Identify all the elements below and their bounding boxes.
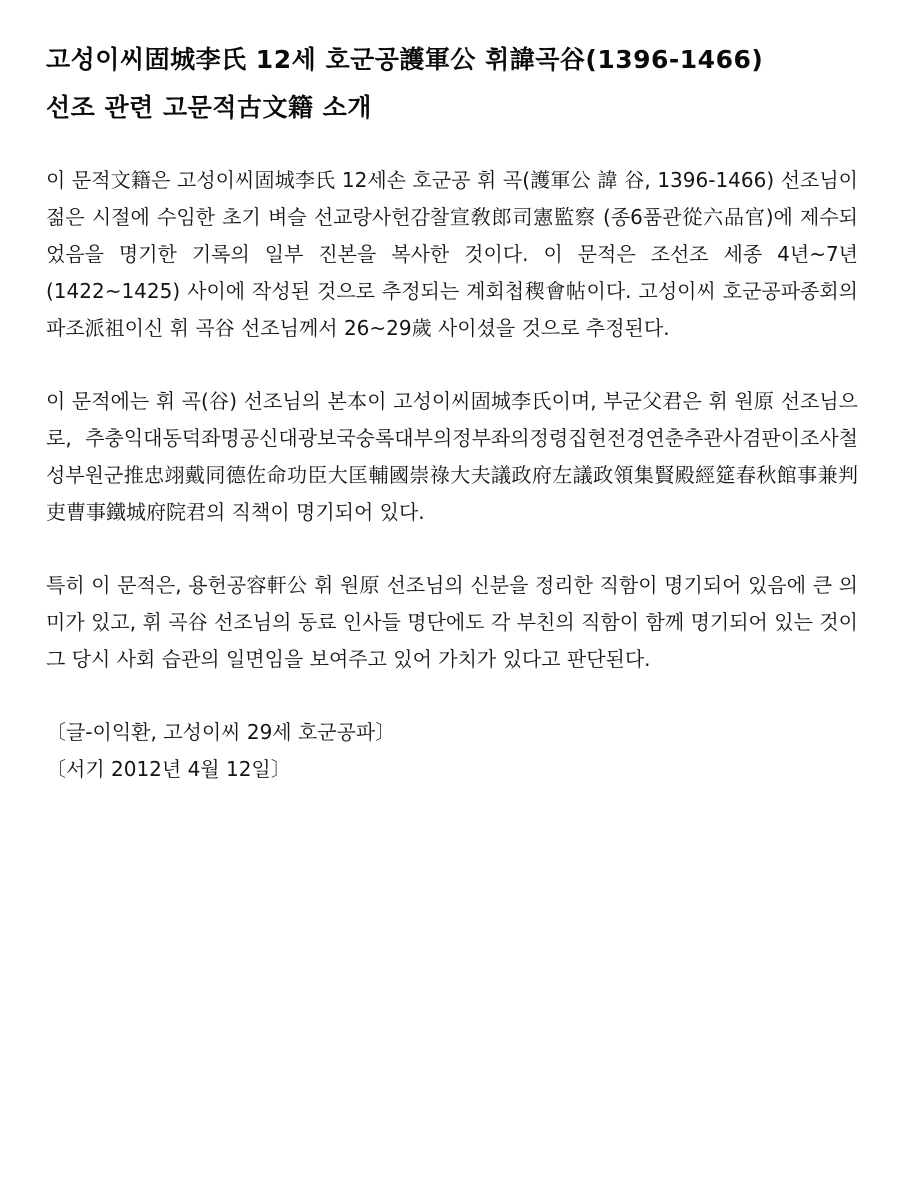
paragraph-3: 특히 이 문적은, 용헌공容軒公 휘 원原 선조님의 신분을 정리한 직함이 명기되어 있음에 큰 의미가 있고, 휘 곡谷 선조님의 동료 인사들 명단에도 각 부친의 직함이 함께 명기되어 있는 것이 그 당시 사회 습관의 일면임을 보여주고 있어 가치가 있다고 판단된다. (46, 573, 858, 671)
date-line: 〔서기 2012년 4월 12일〕 (46, 757, 291, 781)
title-line-1: 고성이씨固城李氏 12세 호군공護軍公 휘諱곡谷(1396-1466) (46, 45, 764, 74)
author-line: 〔글-이익환, 고성이씨 29세 호군공파〕 (46, 720, 396, 744)
title-line-2: 선조 관련 고문적古文籍 소개 (46, 93, 372, 122)
paragraph-2: 이 문적에는 휘 곡(谷) 선조님의 본本이 고성이씨固城李氏이며, 부군父君은 휘 원原 선조님으로, 추충익대동덕좌명공신대광보국숭록대부의정부좌의정령집현전경연춘추관사겸판이조사철성부원군推忠翊戴同德佐命功臣大匡輔國崇祿大夫議政府左議政領集賢殿經筵春秋館事兼判吏曹事鐵城府院君의 직책이 명기되어 있다. (46, 389, 858, 524)
paragraph-1: 이 문적文籍은 고성이씨固城李氏 12세손 호군공 휘 곡(護軍公 諱 谷, 1396-1466) 선조님이 젊은 시절에 수임한 초기 벼슬 선교랑사헌감찰宣敎郎司憲監察 (종6품관從六品官)에 제수되었음을 명기한 기록의 일부 진본을 복사한 것이다. 이 문적은 조선조 세종 4년~7년(1422~1425) 사이에 작성된 것으로 추정되는 계회첩稧會帖이다. 고성이씨 호군공파종회의 파조派祖이신 휘 곡谷 선조님께서 26~29歲 사이셨을 것으로 추정된다. (46, 168, 858, 340)
document-title (46, 36, 876, 132)
document-body (46, 162, 858, 788)
